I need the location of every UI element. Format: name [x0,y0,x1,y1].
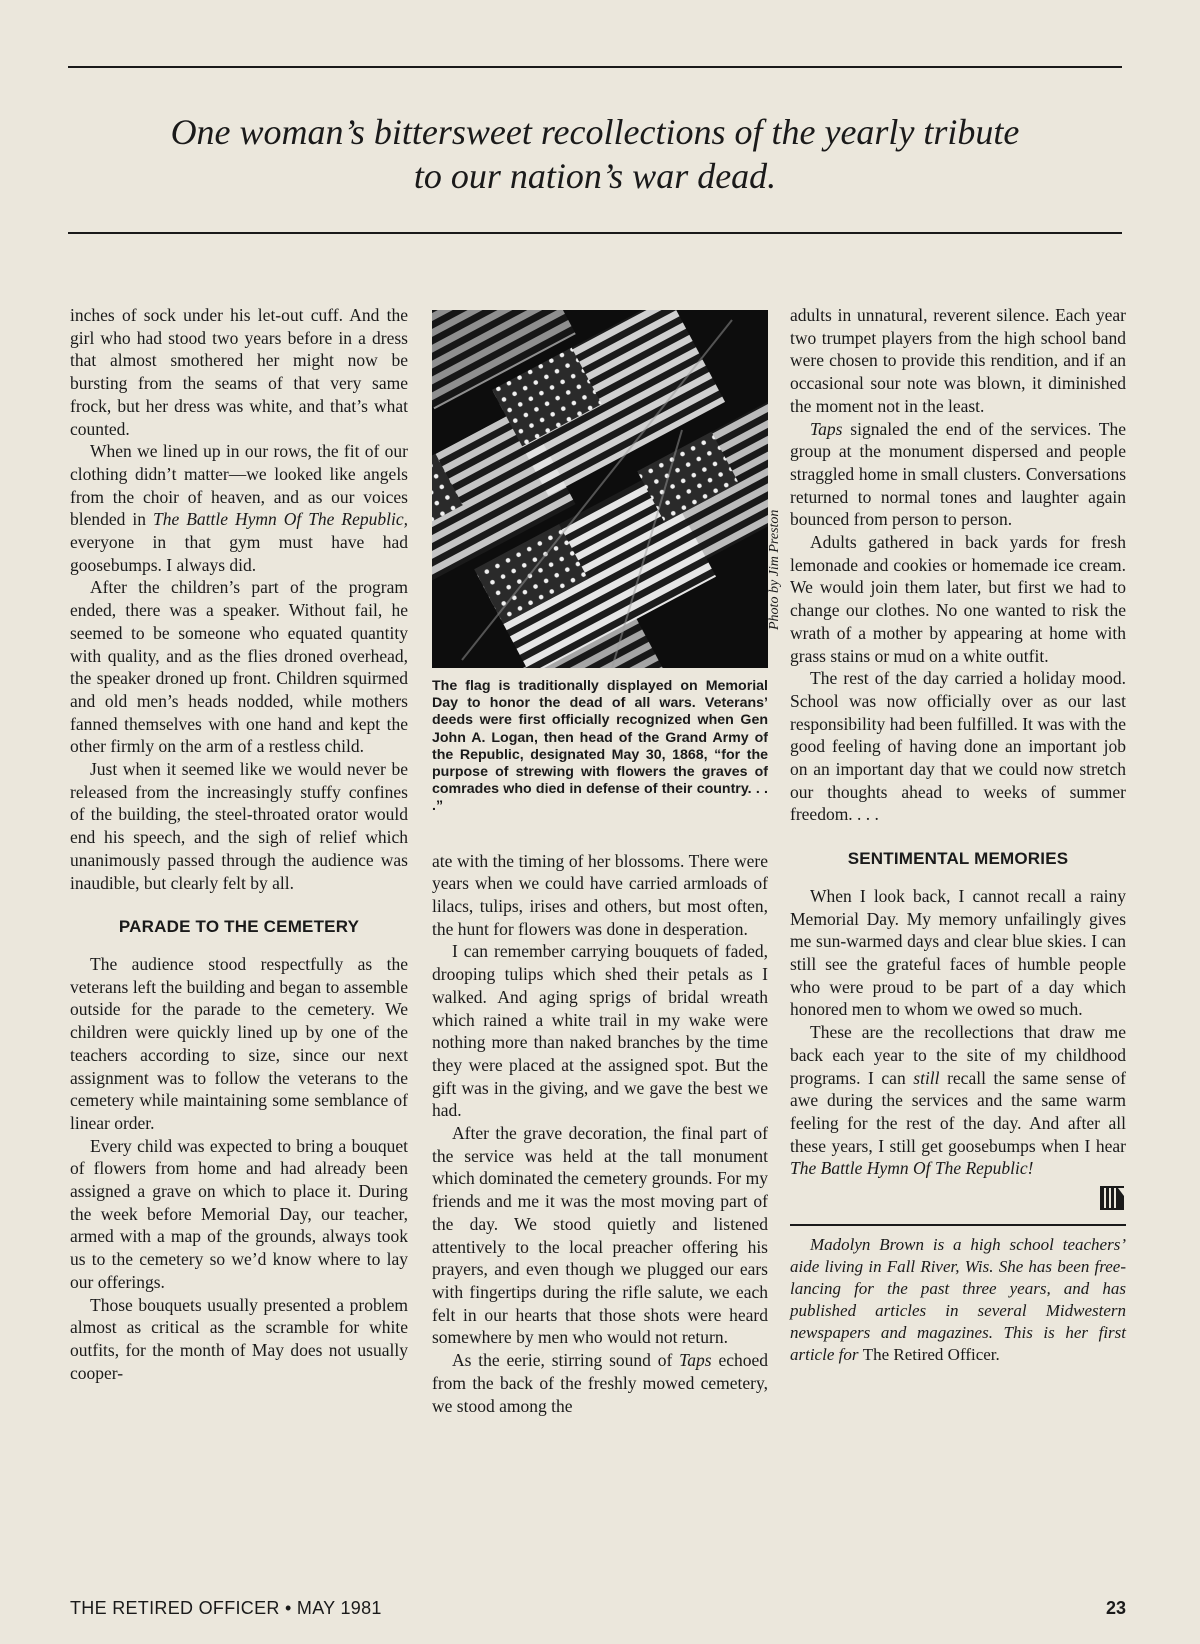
photo-caption: The flag is traditionally displayed on Memorial Day to honor the dead of all wars. Veterans’ deeds were first officially recognized when Gen John A. Logan, then head of the Grand Army of the Republic, designated May 30, 1868, “for the purpose of strewing with flowers the graves of comrades who died in defense of their country. . . .” [432,678,768,815]
paragraph: Adults gathered in back yards for fresh lemonade and cookies or homemade ice cream. We would join them later, but first we had to change our clothes. No one wanted to risk the wrath of a mother by appearing at home with grass stains or mud on a white outfit. [790,532,1126,666]
paragraph: I can remember carrying bouquets of faded, drooping tulips which shed their petals as I walked. And aging sprigs of bridal wreath which rained a white trail in my wake were nothing more than naked branches by the time they were placed at the assigned spot. But the gift was in the giving, and we gave the best we had. [432,941,768,1121]
paragraph: When I look back, I cannot recall a rainy Memorial Day. My memory unfailingly gives me sun-warmed days and clear blue skies. I can still see the grateful faces of humble people who were proud to be part of a day which honored men to whom we owed so much. [790,885,1126,1020]
subtitle-line-2: to our nation’s war dead. [413,156,777,196]
paragraph: The rest of the day carried a holiday mood. School was now officially over as our last responsibility had been fulfilled. It was with the good feeling of having done an important job on an important day that we could now stretch our thoughts ahead to weeks of summer freedom. . . . [790,668,1126,825]
paragraph: Every child was expected to bring a bouquet of flowers from home and had already been assigned a grave on which to place it. During the week before Memorial Day, our teacher, armed with a map of the grounds, always took us to the cemetery so we’d know where to lay our offerings. [70,1135,408,1292]
paragraph: inches of sock under his let-out cuff. And the girl who had stood two years before in a dress that almost smothered her might now be bursting from the seams of that very same frock, but her dress was white, and that’s what counted. [70,305,408,439]
paragraph: As the eerie, stirring sound of Taps echoed from the back of the freshly mowed cemetery, we stood among the [432,1350,768,1416]
paragraph: adults in unnatural, reverent silence. Each year two trumpet players from the high school band were chosen to provide this rendition, and if an occasional sour note was blown, it diminished the moment not in the least. [790,305,1126,416]
photo-credit: Photo by Jim Preston [767,509,782,630]
section-heading: SENTIMENTAL MEMORIES [847,849,1069,869]
footer-publication: THE RETIRED OFFICER • MAY 1981 [70,1598,382,1618]
column-1 [70,304,408,1384]
column-3 [790,304,1126,1366]
page-number: 23 [1106,1598,1127,1618]
end-mark-icon [790,1184,1126,1214]
paragraph: Just when it seemed like we would never be released from the increasingly stuffy confines of the building, the steel-throated orator would end his speech, and the sigh of relief which unanimously passed through the audience was inaudible, but clearly felt by all. [70,759,408,893]
subtitle-line-1: One woman’s bittersweet recollections of the yearly tribute [170,112,1020,152]
section-heading: PARADE TO THE CEMETERY [118,917,360,937]
flags-photo [432,310,768,668]
subtitle-rule [68,232,1122,234]
article-subtitle [68,110,1122,198]
flags-photo-figure [432,310,782,668]
paragraph: After the grave decoration, the final part of the service was held at the tall monument which dominated the cemetery grounds. For my friends and me it was the most moving part of the day. We stood quietly and listened attentively to the local preacher offering his prayers, and even though we plugged our ears with fingertips during the rifle salute, we each felt in our hearts that those shots were heard somewhere by men who would not return. [432,1123,768,1348]
paragraph: ate with the timing of her blossoms. There were years when we could have carried armloads of lilacs, tulips, irises and others, but most often, the hunt for flowers was done in desperation. [432,850,768,939]
paragraph: These are the recollections that draw me back each year to the site of my childhood programs. I can still recall the same sense of awe during the services and the same warm feeling for the rest of the day. And after all these years, I still get goosebumps when I hear The Battle Hymn Of The Republic! [790,1022,1126,1179]
paragraph: The audience stood respectfully as the veterans left the building and began to assemble outside for the parade to the cemetery. We children were quickly lined up by one of the teachers according to size, since our next assignment was to follow the veterans to the cemetery while maintaining some semblance of linear order. [70,953,408,1133]
author-bio: Madolyn Brown is a high school teachers’ aide living in Fall River, Wis. She has been free-lancing for the past three years, and has published articles in several Midwestern newspapers and magazines. This is her first article for The Retired Officer. [790,1234,1126,1364]
paragraph: After the children’s part of the program ended, there was a speaker. Without fail, he seemed to be someone who equated quantity with quality, and as the flies droned overhead, the speaker droned up front. Children squirmed and old men’s heads nodded, while mothers fanned themselves with one hand and kept the other firmly on the arm of a restless child. [70,577,408,757]
paragraph: When we lined up in our rows, the fit of our clothing didn’t matter—we looked like angels from the choir of heaven, and as our voices blended in The Battle Hymn Of The Republic, everyone in that gym must have had goosebumps. I always did. [70,441,408,575]
bio-rule [790,1224,1126,1226]
column-2 [432,310,782,1417]
top-rule [68,66,1122,68]
paragraph: Taps signaled the end of the services. The group at the monument dispersed and people straggled home in small clusters. Conversations returned to normal tones and laughter again bounced from person to person. [790,418,1126,530]
paragraph: Those bouquets usually presented a problem almost as critical as the scramble for white outfits, for the month of May does not usually cooper- [70,1294,408,1383]
